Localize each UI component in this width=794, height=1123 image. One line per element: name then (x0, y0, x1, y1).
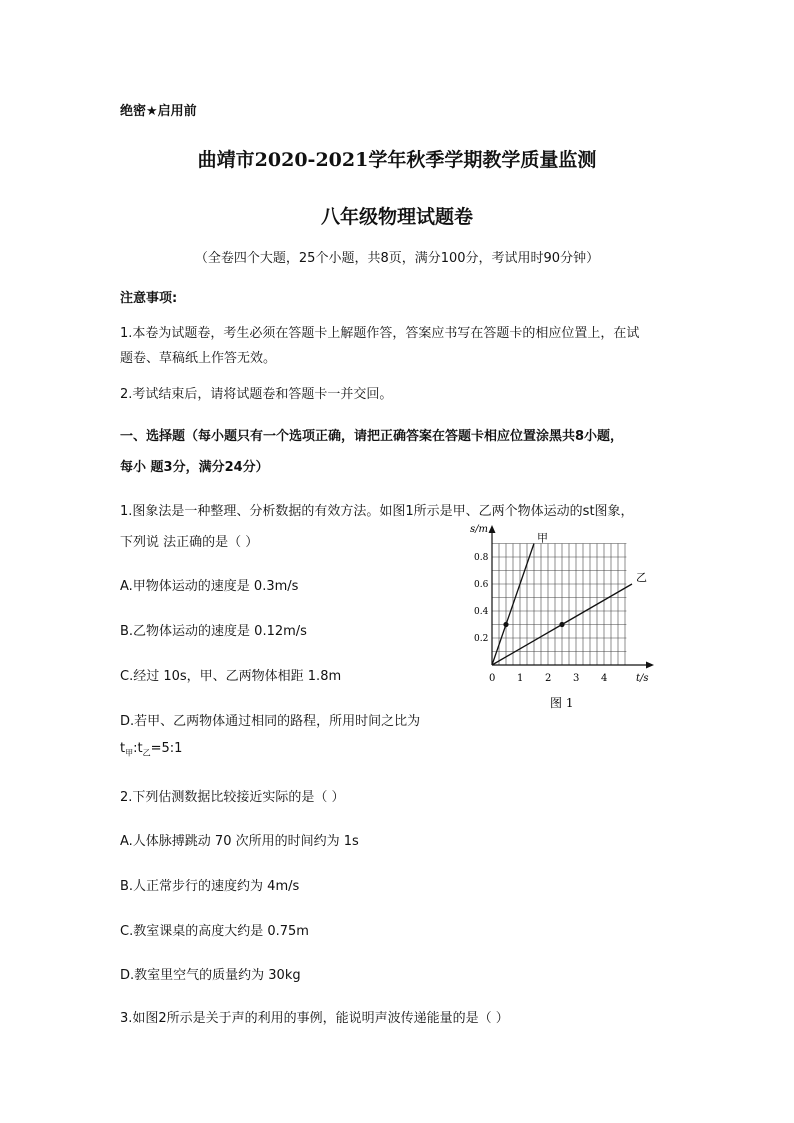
q2-option-a: A.人体脉搏跳动 70 次所用的时间约为 1s (120, 834, 359, 849)
q2-option-b: B.人正常步行的速度约为 4m/s (120, 879, 300, 894)
exam-title: 曲靖市2020-2021学年秋季学期教学质量监测 (197, 149, 597, 171)
y-tick-label: 0.2 (474, 634, 489, 644)
y-tick-label: 0.6 (474, 580, 489, 590)
series-label: 甲 (537, 531, 548, 545)
x-tick-label: 0 (489, 673, 496, 684)
exam-info: （全卷四个大题，25个小题，共8页，满分100分，考试用时90分钟） (194, 251, 600, 266)
y-tick-label: 0.8 (474, 553, 489, 563)
q1-option-d-line2: $t_甲:t_乙=5:1$ (120, 741, 183, 758)
exam-subtitle: 八年级物理试题卷 (320, 206, 473, 228)
y-axis-label: s/m (470, 524, 488, 535)
note-item-1-line1: 1.本卷为试题卷，考生必须在答题卡上解题作答，答案应书写在答题卡的相应位置上，在试 (120, 326, 640, 341)
section-heading-line1: 一、选择题（每小题只有一个选项正确，请把正确答案在答题卡相应位置涂黑共8小题， (120, 429, 624, 444)
q2-stem: 2.下列估测数据比较接近实际的是（ ） (120, 790, 345, 805)
chart-grid (492, 544, 626, 666)
series-label: 乙 (636, 571, 647, 584)
figure-caption: 图 1 (550, 696, 574, 710)
secret-mark: 绝密★启用前 (120, 104, 197, 119)
y-axis-arrow (489, 525, 496, 533)
notes-heading: 注意事项: (120, 291, 178, 306)
chart-series (492, 532, 647, 666)
q1-option-a: A.甲物体运动的速度是 0.3m/s (120, 579, 299, 594)
q1-stem-line1: 1.图象法是一种整理、分析数据的有效方法。如图1所示是甲、乙两个物体运动的st图象， (120, 504, 634, 519)
note-item-1-line2: 题卷、草稿纸上作答无效。 (120, 351, 277, 366)
y-tick-label: 0.4 (474, 607, 489, 617)
q3-stem: 3.如图2所示是关于声的利用的事例，能说明声波传递能量的是（ ） (120, 1011, 509, 1026)
data-point (503, 622, 508, 627)
data-point (559, 622, 564, 627)
q2-option-d: D.教室里空气的质量约为 30kg (120, 968, 301, 983)
x-tick-label: 2 (545, 673, 552, 684)
figure-1-st-graph (462, 520, 662, 715)
x-tick-label: 1 (517, 673, 524, 684)
x-tick-label: 4 (601, 673, 608, 684)
q2-option-c: C.教室课桌的高度大约是 0.75m (120, 924, 309, 939)
q1-option-d-line1: D.若甲、乙两物体通过相同的路程，所用时间之比为 (120, 714, 421, 729)
q1-option-c: C.经过 10s，甲、乙两物体相距 1.8m (120, 669, 342, 684)
x-tick-label: 3 (573, 673, 580, 684)
x-axis-label: t/s (636, 673, 649, 684)
chart-axes (489, 525, 655, 669)
q1-stem-line2: 下列说 法正确的是（ ） (120, 535, 259, 550)
q1-option-b: B.乙物体运动的速度是 0.12m/s (120, 624, 307, 639)
note-item-2: 2.考试结束后，请将试题卷和答题卡一并交回。 (120, 387, 393, 402)
section-heading-line2: 每小 题3分，满分24分） (120, 460, 269, 475)
x-axis-arrow (646, 662, 654, 669)
